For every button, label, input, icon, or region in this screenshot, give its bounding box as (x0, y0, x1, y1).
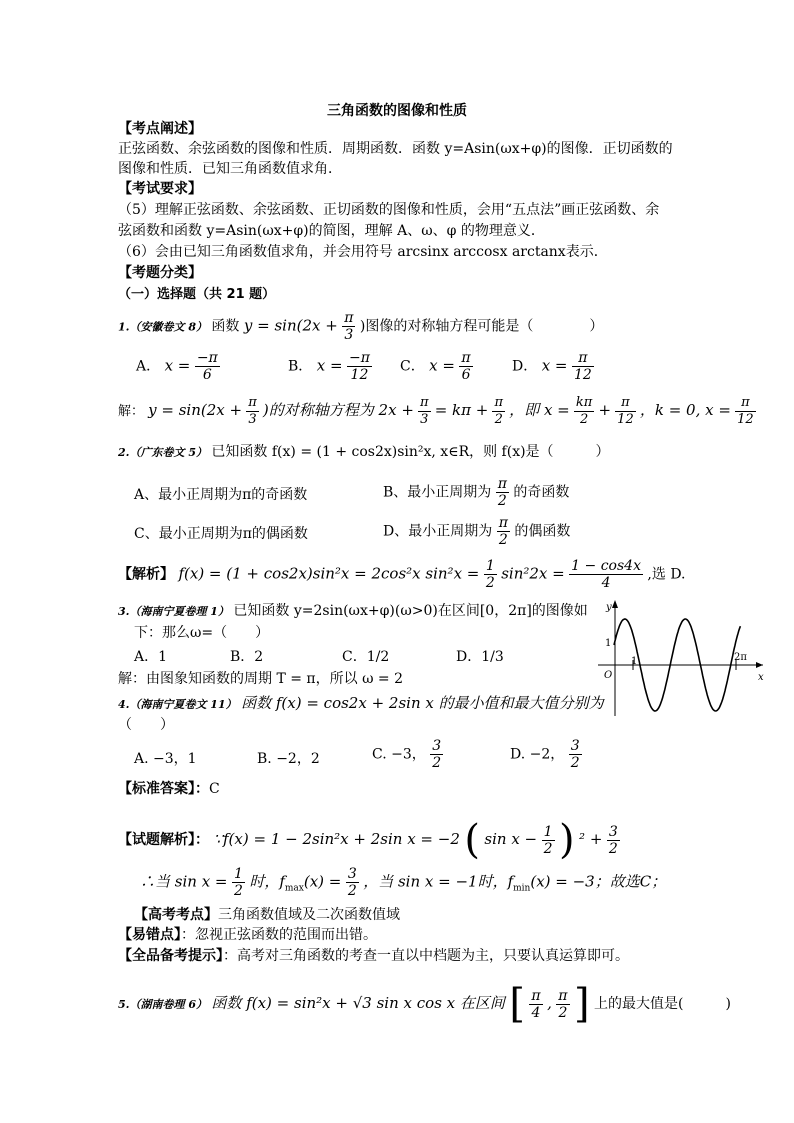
q4-answer: 【标准答案】：C (118, 781, 220, 797)
q2-option-c[interactable]: C、最小正周期为π的偶函数 (134, 526, 308, 542)
q4-therefore: ∴当 sin x = $\frac{1}{2}$ 时，$f_{max}(x)$ = $\frac{3}{2}$ ，当 sin x = −1时，$f_{min}(x) = -3$；故选C； (140, 866, 667, 899)
graph-origin-label: O (604, 670, 613, 681)
fenlei-header: 【考题分类】 (118, 265, 202, 281)
kaodian-line-2: 图像和性质．已知三角函数值求角． (118, 161, 342, 177)
q4-option-d[interactable]: D. −2， $\frac{3}{2}$ (510, 738, 580, 771)
q2-stem: 2.（广东卷文 5） 已知函数 f(x) = (1 + cos2x)sin²x, x∈R，则 f(x)是（ ） (118, 444, 610, 460)
q1-solution: 解： y = sin(2x + $\frac{\pi}{3}$ )的对称轴方程为 2x + $\frac{\pi}{3}$ = kπ + $\frac{\pi}{2}$ ，即 x = $\frac{k\pi}{2}$ + $\frac{\pi}{12}$ ，k = 0, x = $\frac{\pi}{12}$ (118, 395, 754, 427)
q3-stem-2: 下：那么ω=（ ） (134, 625, 270, 641)
q1-stem: 1.（安徽卷文 8） 函数 y = sin(2x + $\frac{\pi}{3}$ )图像的对称轴方程可能是（ ） (118, 310, 604, 343)
yaoqiu-line-2: 弦函数和函数 y=Asin(ωx+φ)的简图，理解 A、ω、φ 的物理意义． (118, 223, 545, 239)
q1-option-d[interactable]: D． x = $\frac{\pi}{12}$ (512, 350, 592, 383)
q4-answer-value: C (209, 781, 220, 797)
yaoqiu-header: 【考试要求】 (118, 181, 202, 197)
q4-tag: 4.（海南宁夏卷文 11） (118, 698, 237, 711)
q3-option-c[interactable]: C．1/2 (342, 649, 390, 665)
x-axis-arrow-icon (756, 662, 763, 668)
q4-error-point: 【易错点】：忽视正弦函数的范围而出错。 (118, 927, 377, 943)
q3-solution: 解：由图象知函数的周期 T = π，所以 ω = 2 (118, 671, 404, 687)
graph-y-one-label: 1 (605, 638, 612, 649)
graph-x-one-label: 1 (631, 656, 638, 667)
part-header: （一）选择题（共 21 题） (118, 287, 276, 302)
q3-sine-graph (598, 598, 768, 718)
q2-option-d[interactable]: D、最小正周期为 $\frac{\pi}{2}$ 的偶函数 (383, 515, 571, 548)
q5-stem: 5.（湖南卷理 6） 函数 f(x) = sin²x + √3 sin x cos x 在区间 [ $\frac{\pi}{4}$ , $\frac{\pi}{2}$ ] 上的最大值是( ) (118, 981, 731, 1027)
q4-prep-tip: 【全品备考提示】：高考对三角函数的考查一直以中档题为主，只要认真运算即可。 (118, 948, 629, 964)
fraction: $\frac{\pi}{3}$ (344, 310, 354, 343)
y-axis-arrow-icon (612, 600, 618, 608)
q2-analysis: 【解析】 f(x) = (1 + cos2x)sin²x = 2cos²x sin²x = $\frac{1}{2}$ sin²2x = $\frac{1 - \cos 4x}{4}$ ,选 D. (118, 558, 686, 591)
q2-option-b[interactable]: B、最小正周期为 $\frac{\pi}{2}$ 的奇函数 (383, 476, 570, 509)
q3-option-a[interactable]: A．1 (134, 649, 168, 665)
q3-option-d[interactable]: D．1/3 (456, 649, 504, 665)
q4-option-a[interactable]: A. −3，1 (134, 751, 197, 767)
q2-tag: 2.（广东卷文 5） (118, 446, 207, 459)
graph-y-label: y (606, 602, 612, 613)
q4-paren: （ ） (118, 717, 174, 733)
page-title: 三角函数的图像和性质 (327, 103, 467, 119)
q1-option-c[interactable]: C． x = $\frac{\pi}{6}$ (400, 350, 471, 383)
q4-option-b[interactable]: B. −2，2 (257, 751, 320, 767)
q4-gaokao-point: 【高考考点】三角函数值域及二次函数值域 (134, 907, 400, 923)
q1-option-b[interactable]: B． x = $\frac{-\pi}{12}$ (288, 350, 370, 383)
q2-option-a[interactable]: A、最小正周期为π的奇函数 (134, 487, 308, 503)
q1-option-a[interactable]: A． x = $\frac{-\pi}{6}$ (136, 350, 218, 383)
q3-stem-1: 3.（海南宁夏卷理 1） 已知函数 y=2sin(ωx+φ)(ω>0)在区间[0，2π]的图像如 (118, 603, 588, 619)
graph-2pi-label: 2π (734, 652, 747, 663)
q5-tag: 5.（湖南卷理 6） (118, 998, 207, 1011)
q3-tag: 3.（海南宁夏卷理 1） (118, 605, 229, 618)
q4-stem: 4.（海南宁夏卷文 11） 函数 f(x) = cos2x + 2sin x 的最小值和最大值分别为 (118, 694, 604, 712)
kaodian-header: 【考点阐述】 (118, 121, 202, 137)
yaoqiu-line-3: （6）会由已知三角函数值求角，并会用符号 arcsinx arccosx arctanx表示． (118, 244, 608, 260)
graph-x-label: x (758, 672, 764, 683)
kaodian-line-1: 正弦函数、余弦函数的图像和性质．周期函数．函数 y=Asin(ωx+φ)的图像．正切函数的 (118, 141, 673, 157)
q4-analysis: 【试题解析】： ∵f(x) = 1 − 2sin²x + 2sin x = −2 ( sin x − $\frac{1}{2}$ ) ² + $\frac{3}{2}$ (118, 817, 618, 863)
q1-tag: 1.（安徽卷文 8） (118, 320, 207, 334)
yaoqiu-line-1: （5）理解正弦函数、余弦函数、正切函数的图像和性质，会用“五点法”画正弦函数、余 (118, 202, 660, 218)
q4-option-c[interactable]: C. −3， $\frac{3}{2}$ (372, 738, 442, 771)
q3-option-b[interactable]: B．2 (230, 649, 264, 665)
